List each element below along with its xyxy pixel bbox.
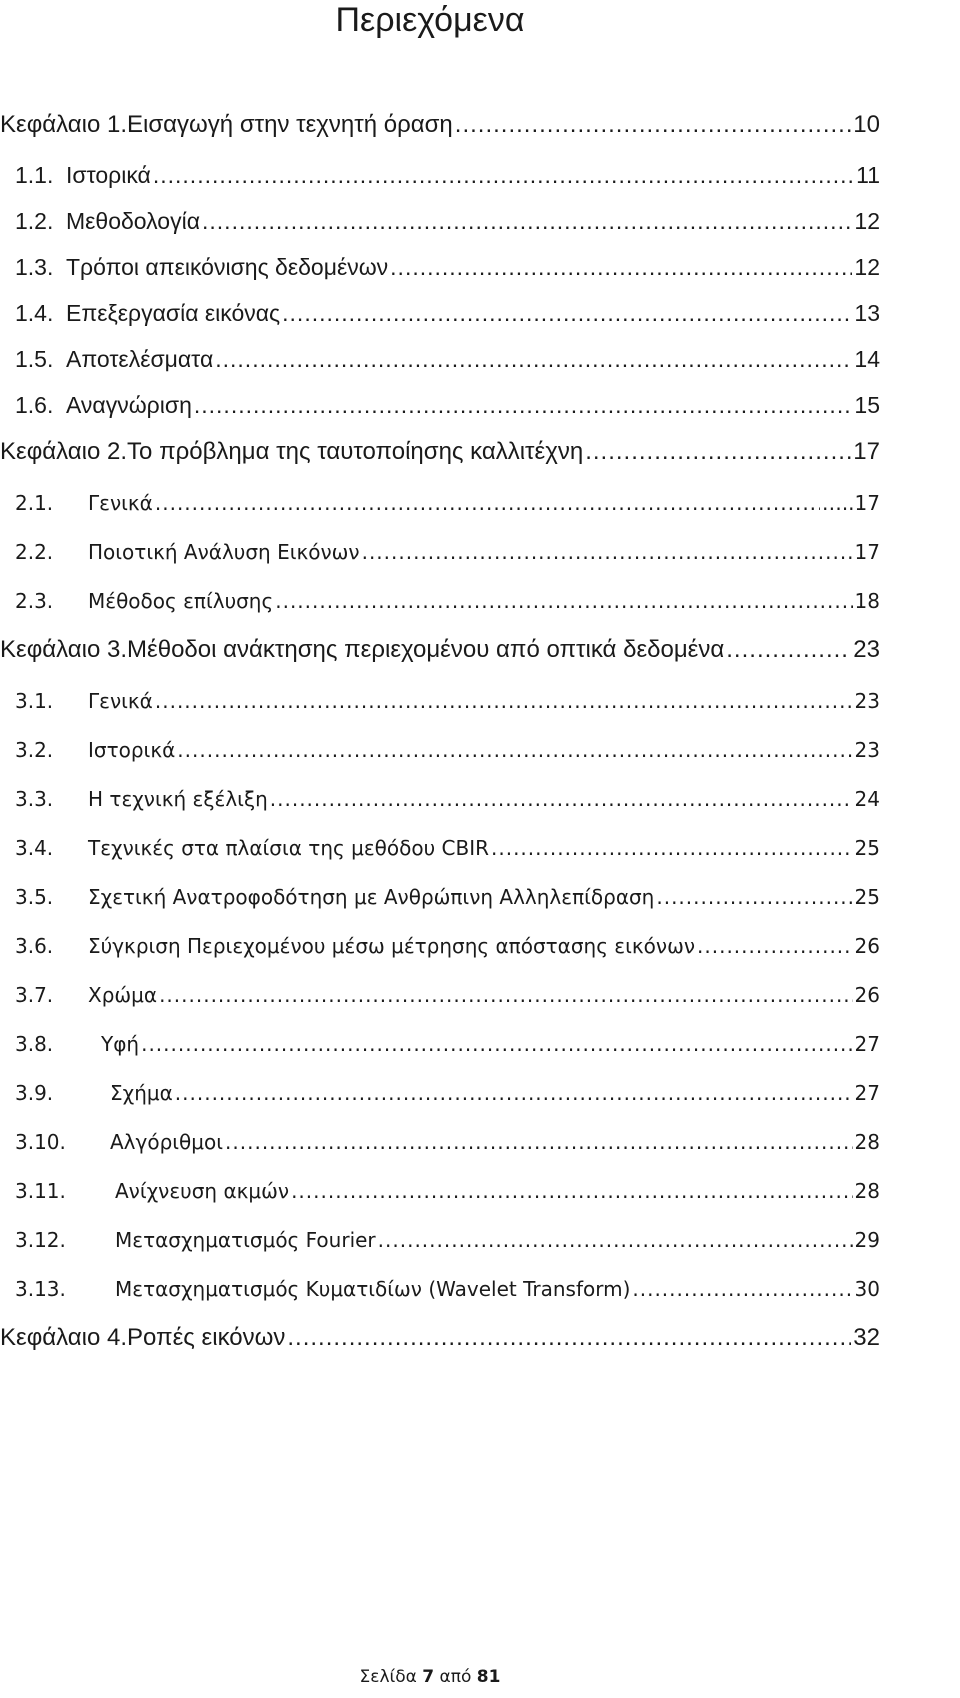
toc-entry-1-3[interactable]: [15, 247, 880, 287]
toc-entry-title: Τρόποι απεικόνισης δεδομένων: [66, 254, 389, 280]
toc-entry-number: 1.2.: [15, 208, 54, 234]
toc-entry-3-3[interactable]: [15, 779, 880, 819]
toc-entry-page: 14: [854, 346, 880, 372]
toc-entry-title: Ανίχνευση ακμών: [115, 1179, 290, 1203]
toc-entry-page: 25: [854, 836, 880, 860]
toc-entry-3-6[interactable]: [15, 926, 880, 966]
toc-entry-title: Αποτελέσματα: [66, 346, 214, 372]
dot-leader: [177, 730, 852, 770]
toc-entry-title: Εισαγωγή στην τεχνητή όραση: [127, 111, 453, 138]
dot-leader: [202, 201, 852, 241]
toc-entry-number: 3.13.: [15, 1277, 66, 1301]
toc-entry-page: 12: [854, 208, 880, 234]
dot-leader: [378, 1220, 853, 1260]
toc-entry-number: 3.10.: [15, 1130, 66, 1154]
toc-entry-page: 28: [854, 1130, 880, 1154]
toc-entry-2-1[interactable]: [15, 483, 880, 523]
toc-entry-number: 2.2.: [15, 540, 54, 564]
toc-entry-page: 28: [854, 1179, 880, 1203]
toc-entry-title: Επεξεργασία εικόνας: [66, 300, 281, 326]
toc-entry-number: Κεφάλαιο 4.: [0, 1324, 128, 1351]
toc-entry-number: 3.1.: [15, 689, 54, 713]
dot-leader: [153, 155, 854, 195]
footer-separator: από: [439, 1667, 472, 1687]
toc-entry-page: 15: [854, 392, 880, 418]
toc-entry-page: 23: [853, 636, 880, 663]
dot-leader: [585, 432, 851, 472]
toc-entry-number: 3.7.: [15, 983, 54, 1007]
toc-entry-3-12[interactable]: [15, 1220, 880, 1260]
toc-entry-number: 1.5.: [15, 346, 54, 372]
footer-total-pages: 81: [476, 1667, 501, 1687]
dot-leader: [656, 877, 852, 917]
toc-entry-title: Ιστορικά: [66, 162, 151, 188]
toc-entry-title: Σχήμα: [110, 1081, 173, 1105]
toc-entry-3-11[interactable]: [15, 1171, 880, 1211]
toc-entry-page: 25: [854, 885, 880, 909]
toc-entry-page: 26: [854, 934, 880, 958]
toc-entry-title: Μετασχηματισμός Κυματιδίων (Wavelet Transform): [115, 1277, 631, 1301]
toc-entry-page: 12: [854, 254, 880, 280]
toc-entry-page: 17: [853, 438, 880, 465]
toc-entry-title: Το πρόβλημα της ταυτοποίησης καλλιτέχνη: [127, 438, 584, 465]
toc-entry-title: Μετασχηματισμός Fourier: [115, 1228, 376, 1252]
toc-entry-number: 3.2.: [15, 738, 54, 762]
toc-entry-page: 13: [854, 300, 880, 326]
toc-entry-3-13[interactable]: [15, 1269, 880, 1309]
dot-leader: [455, 105, 852, 145]
footer-current-page: 7: [422, 1667, 435, 1687]
toc-entry-number: 3.4.: [15, 836, 54, 860]
toc-entry-chapter-1[interactable]: [0, 105, 880, 145]
dot-leader: [175, 1073, 853, 1113]
page-title: Περιεχόμενα: [335, 1, 525, 39]
toc-entry-1-1[interactable]: [15, 155, 880, 195]
toc-entry-3-4[interactable]: [15, 828, 880, 868]
toc-entry-page: 27: [854, 1032, 880, 1056]
dot-leader: [194, 385, 853, 425]
footer-page-label: Σελίδα: [359, 1667, 417, 1687]
toc-entry-page: 10: [853, 111, 880, 138]
toc-entry-page: 30: [854, 1277, 880, 1301]
dot-leader: [291, 1171, 852, 1211]
toc-entry-number: 3.3.: [15, 787, 54, 811]
dot-leader: [632, 1269, 852, 1309]
toc-entry-title: Σχετική Ανατροφοδότηση με Ανθρώπινη Αλληλεπίδραση: [88, 885, 655, 909]
toc-entry-page: 23: [854, 738, 880, 762]
dot-leader: [155, 483, 820, 523]
dot-leader: [155, 681, 853, 721]
toc-entry-title: Υφή: [101, 1032, 140, 1056]
toc-entry-number: 3.6.: [15, 934, 54, 958]
toc-entry-number: 1.3.: [15, 254, 54, 280]
toc-entry-number: 3.11.: [15, 1179, 66, 1203]
toc-entry-number: 1.4.: [15, 300, 54, 326]
toc-entry-page: 29: [854, 1228, 880, 1252]
toc-entry-title: Η τεχνική εξέλιξη: [88, 787, 268, 811]
toc-entry-title: Αναγνώριση: [66, 392, 192, 418]
toc-entry-title: Ποιοτική Ανάλυση Εικόνων: [88, 540, 360, 564]
toc-entry-number: Κεφάλαιο 1.: [0, 111, 128, 138]
toc-entry-number: 3.12.: [15, 1228, 66, 1252]
toc-entry-3-10[interactable]: [15, 1122, 880, 1162]
dot-leader: [390, 247, 852, 287]
dot-leader: [275, 581, 852, 621]
toc-entry-2-3[interactable]: [15, 581, 880, 621]
toc-entry-number: 3.9.: [15, 1081, 54, 1105]
dot-leader: [282, 293, 852, 333]
toc-entry-3-7[interactable]: [15, 975, 880, 1015]
toc-entry-title: Τεχνικές στα πλαίσια της μεθόδου CBIR: [88, 836, 489, 860]
toc-entry-chapter-4[interactable]: [0, 1318, 880, 1358]
toc-entry-chapter-3[interactable]: [0, 630, 880, 670]
toc-entry-page: 23: [854, 689, 880, 713]
toc-entry-title: Σύγκριση Περιεχομένου μέσω μέτρησης απόστασης εικόνων: [88, 934, 696, 958]
toc-entry-number: 1.6.: [15, 392, 54, 418]
toc-entry-page: 27: [854, 1081, 880, 1105]
toc-entry-title: Αλγόριθμοι: [110, 1130, 224, 1154]
toc-entry-3-5[interactable]: [15, 877, 880, 917]
dot-leader: [726, 630, 851, 670]
toc-entry-number: 3.8.: [15, 1032, 54, 1056]
toc-entry-page: 18: [854, 589, 880, 613]
toc-entry-page: …..17: [821, 491, 880, 515]
toc-entry-1-4[interactable]: [15, 293, 880, 333]
toc-entry-1-5[interactable]: [15, 339, 880, 379]
toc-entry-title: Ιστορικά: [88, 738, 176, 762]
toc-entry-3-1[interactable]: [15, 681, 880, 721]
dot-leader: [215, 339, 852, 379]
toc-entry-number: Κεφάλαιο 3.: [0, 636, 128, 663]
page-footer: [0, 1665, 860, 1689]
dot-leader: [697, 926, 853, 966]
dot-leader: [141, 1024, 852, 1064]
toc-entry-title: Γενικά: [88, 689, 153, 713]
toc-entry-page: 26: [854, 983, 880, 1007]
toc-entry-title: Μεθοδολογία: [66, 208, 201, 234]
toc-entry-title: Χρώμα: [88, 983, 158, 1007]
toc-entry-page: 24: [854, 787, 880, 811]
toc-entry-number: 1.1.: [15, 162, 54, 188]
toc-entry-page: 11: [856, 162, 880, 188]
toc-entry-2-2[interactable]: [15, 532, 880, 572]
toc-entry-3-2[interactable]: [15, 730, 880, 770]
toc-entry-title: Μέθοδος επίλυσης: [88, 589, 274, 613]
toc-entry-title: Γενικά: [88, 491, 153, 515]
toc-entry-1-2[interactable]: [15, 201, 880, 241]
toc-entry-3-9[interactable]: [15, 1073, 880, 1113]
dot-leader: [159, 975, 852, 1015]
toc-entry-page: 17: [854, 540, 880, 564]
toc-entry-chapter-2[interactable]: [0, 432, 880, 472]
dot-leader: [225, 1122, 853, 1162]
toc-entry-number: Κεφάλαιο 2.: [0, 438, 128, 465]
toc-entry-title: Ροπές εικόνων: [127, 1324, 286, 1351]
toc-entry-title: Μέθοδοι ανάκτησης περιεχομένου από οπτικά δεδομένα: [127, 636, 725, 663]
dot-leader: [270, 779, 853, 819]
toc-entry-3-8[interactable]: [15, 1024, 880, 1064]
toc-entry-1-6[interactable]: [15, 385, 880, 425]
dot-leader: [287, 1318, 851, 1358]
toc-entry-number: 2.3.: [15, 589, 54, 613]
dot-leader: [362, 532, 853, 572]
toc-entry-number: 3.5.: [15, 885, 54, 909]
toc-entry-page: 32: [853, 1324, 880, 1351]
toc-entry-number: 2.1.: [15, 491, 54, 515]
dot-leader: [491, 828, 853, 868]
